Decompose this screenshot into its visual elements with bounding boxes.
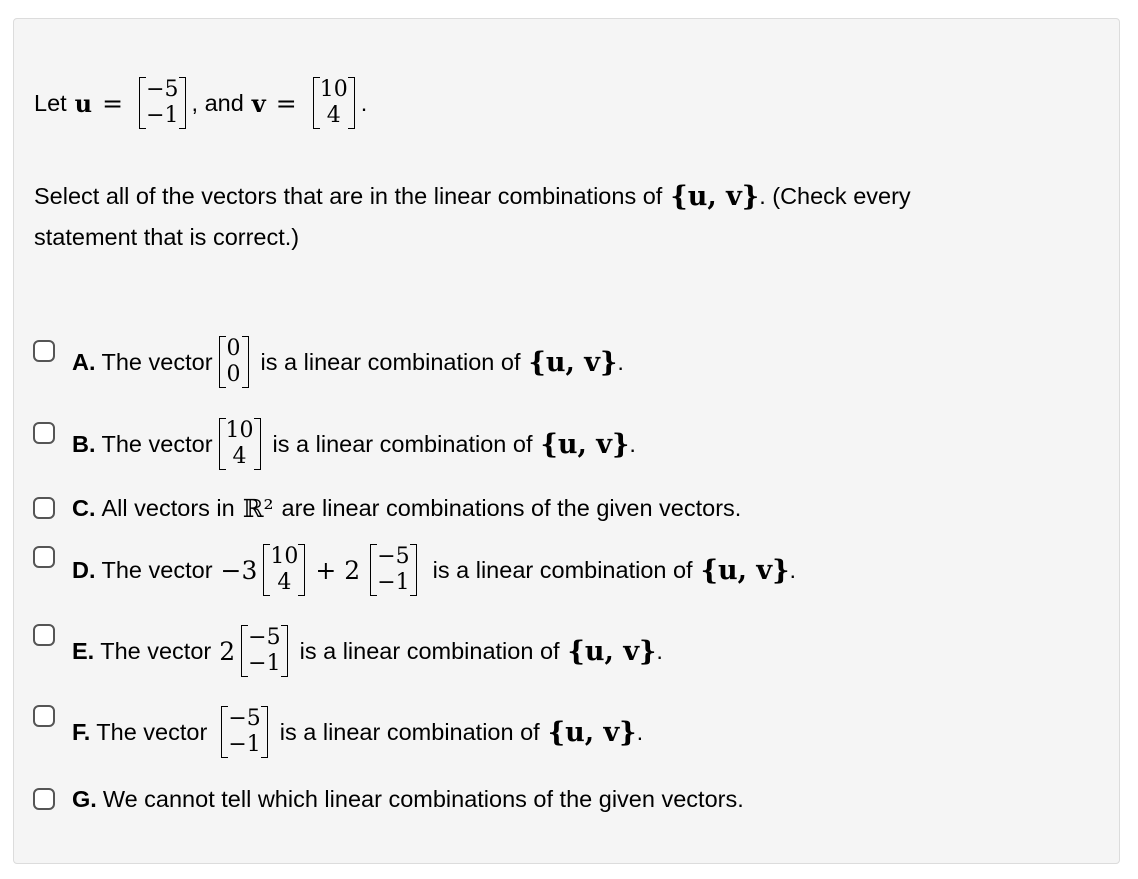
option-b-set: {u, v} xyxy=(540,428,630,460)
option-f-end: . xyxy=(636,718,644,745)
v-vector xyxy=(313,77,355,129)
option-e-end: . xyxy=(656,637,663,664)
option-a[interactable] xyxy=(72,325,624,399)
checkbox-e[interactable] xyxy=(33,624,55,646)
option-e-set: {u, v} xyxy=(567,635,657,667)
option-e-letter: E. xyxy=(72,637,95,664)
option-d[interactable] xyxy=(72,532,796,608)
option-a-vector xyxy=(219,336,249,388)
option-d-suffix: is a linear combination of xyxy=(432,556,693,583)
option-b-entry-1: 10 xyxy=(225,418,254,443)
option-b-letter: B. xyxy=(72,430,96,457)
option-e-vector xyxy=(241,625,287,677)
option-f[interactable] xyxy=(72,694,643,770)
set-u-v: {u, v} xyxy=(670,180,760,212)
v-vector-entry-1: 10 xyxy=(319,77,348,102)
instruction-text: Select all of the vectors that are in the linear combinations of xyxy=(34,182,663,209)
option-a-prefix: The vector xyxy=(101,348,213,375)
option-f-prefix: The vector xyxy=(96,718,208,745)
option-d-set: {u, v} xyxy=(700,554,790,586)
checkbox-d[interactable] xyxy=(33,546,55,568)
equals-sign-2: = xyxy=(275,88,297,118)
option-c-prefix: All vectors in xyxy=(101,494,235,521)
instruction-text-end: . (Check every xyxy=(759,182,911,209)
checkbox-a[interactable] xyxy=(33,340,55,362)
option-d-letter: D. xyxy=(72,556,96,583)
option-e[interactable] xyxy=(72,613,663,689)
v-symbol: v xyxy=(251,88,266,118)
u-vector-entry-1: −5 xyxy=(146,77,179,102)
option-c-space: ℝ² xyxy=(242,493,274,523)
option-g-text: We cannot tell which linear combinations of the given vectors. xyxy=(102,785,744,812)
option-d-plus-2: + 2 xyxy=(315,555,361,585)
intro-period: . xyxy=(360,89,368,116)
option-f-entry-2: −1 xyxy=(228,732,261,757)
option-d-end: . xyxy=(789,556,796,583)
option-d-vector-2 xyxy=(370,544,416,596)
option-c-letter: C. xyxy=(72,494,96,521)
option-b[interactable] xyxy=(72,406,636,482)
instruction-line-2 xyxy=(34,220,299,254)
instruction-line-1 xyxy=(34,178,911,214)
option-b-prefix: The vector xyxy=(101,430,213,457)
option-e-entry-1: −5 xyxy=(248,625,281,650)
option-a-letter: A. xyxy=(72,348,96,375)
checkbox-f[interactable] xyxy=(33,705,55,727)
option-b-end: . xyxy=(629,430,636,457)
option-c-suffix: are linear combinations of the given vectors. xyxy=(281,494,742,521)
instruction-text-2: statement that is correct.) xyxy=(34,223,300,250)
option-e-prefix: The vector xyxy=(100,637,212,664)
option-d-vec1-entry-1: 10 xyxy=(270,544,299,569)
option-f-entry-1: −5 xyxy=(228,706,261,731)
option-f-suffix: is a linear combination of xyxy=(279,718,540,745)
option-d-prefix: The vector xyxy=(101,556,213,583)
option-a-end: . xyxy=(617,348,624,375)
equals-sign: = xyxy=(102,88,124,118)
let-label: Let xyxy=(34,89,67,116)
option-d-vec2-entry-1: −5 xyxy=(377,544,410,569)
option-b-vector xyxy=(219,418,261,470)
option-e-suffix: is a linear combination of xyxy=(299,637,560,664)
option-d-vec1-entry-2: 4 xyxy=(277,570,292,595)
u-symbol: u xyxy=(74,88,93,118)
option-g-letter: G. xyxy=(72,785,97,812)
option-b-entry-2: 4 xyxy=(232,444,247,469)
vector-definitions xyxy=(34,66,367,140)
option-g[interactable] xyxy=(72,781,744,817)
option-a-set: {u, v} xyxy=(528,346,618,378)
option-d-vector-1 xyxy=(263,544,305,596)
option-e-entry-2: −1 xyxy=(248,651,281,676)
u-vector-entry-2: −1 xyxy=(146,103,179,128)
option-f-set: {u, v} xyxy=(547,716,637,748)
checkbox-c[interactable] xyxy=(33,497,55,519)
option-a-entry-1: 0 xyxy=(226,336,241,361)
and-label: , and xyxy=(191,89,244,116)
option-c[interactable] xyxy=(72,490,741,526)
option-d-coefficient-1: −3 xyxy=(220,555,258,585)
option-f-letter: F. xyxy=(72,718,91,745)
option-d-vec2-entry-2: −1 xyxy=(377,570,410,595)
option-b-suffix: is a linear combination of xyxy=(272,430,533,457)
option-a-entry-2: 0 xyxy=(226,362,241,387)
checkbox-b[interactable] xyxy=(33,422,55,444)
option-f-vector xyxy=(221,706,267,758)
option-e-coefficient: 2 xyxy=(219,636,236,666)
checkbox-g[interactable] xyxy=(33,788,55,810)
u-vector xyxy=(139,77,185,129)
option-a-suffix: is a linear combination of xyxy=(260,348,521,375)
v-vector-entry-2: 4 xyxy=(326,103,341,128)
